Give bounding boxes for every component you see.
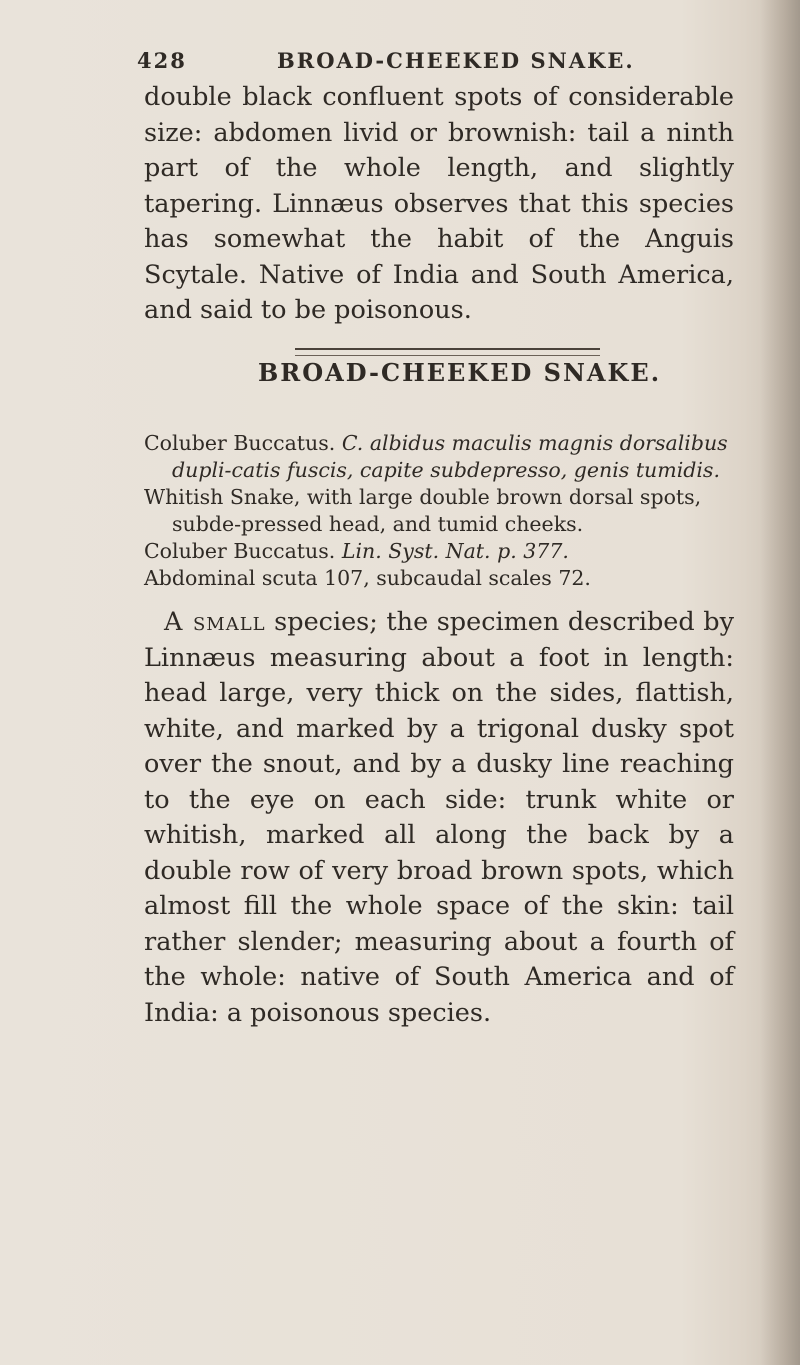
running-title: BROAD-CHEEKED SNAKE.: [277, 48, 635, 73]
latin-name: Coluber Buccatus.: [144, 431, 336, 455]
english-diagnosis: Whitish Snake, with large double brown dorsal spots, subde-pressed head, and tumid cheeks.: [144, 485, 702, 536]
synonymy-entry: [144, 538, 734, 565]
description-text: [144, 605, 734, 1031]
description-paragraph: [144, 605, 734, 1031]
page-number: 428: [137, 48, 187, 73]
running-head: [137, 48, 737, 73]
section-title: BROAD-CHEEKED SNAKE.: [258, 358, 662, 387]
small-caps-lead: A small: [164, 607, 266, 637]
synonymy-block: [144, 430, 734, 592]
linnaeus-reference: Lin. Syst. Nat. p. 377.: [341, 539, 569, 563]
page-edge-shadow: [760, 0, 800, 1365]
synonymy-entry: [144, 484, 734, 538]
scale-counts: Abdominal scuta 107, subcaudal scales 72.: [144, 566, 591, 590]
latin-diagnosis: C. albidus maculis magnis dorsalibus dupli-catis fuscis, capite subdepresso, genis tumidis.: [172, 431, 728, 482]
continuation-text: double black confluent spots of considerable size: abdomen livid or brownish: tail a ninth part of the whole length, and slightly tapering. Linnæus observes that this species has somewhat the habit of the Anguis Scytale. Native of India and South America, and said to be poisonous.: [144, 82, 734, 325]
synonymy-entry: [144, 430, 734, 484]
continuation-paragraph: [144, 80, 734, 329]
description-body: species; the specimen described by Linnæus measuring about a foot in length: head large, very thick on the sides, flattish, white, and marked by a trigonal dusky spot over the snout, and by a dusky line reaching to the eye on each side: trunk white or whitish, marked all along the back by a double row of very broad brown spots, which almost fill the whole space of the skin: tail rather slender; measuring about a fourth of the whole: native of South America and of India: a poisonous species.: [144, 607, 734, 1028]
synonymy-entry: [144, 565, 734, 592]
latin-name: Coluber Buccatus.: [144, 539, 336, 563]
section-divider: [295, 348, 600, 356]
